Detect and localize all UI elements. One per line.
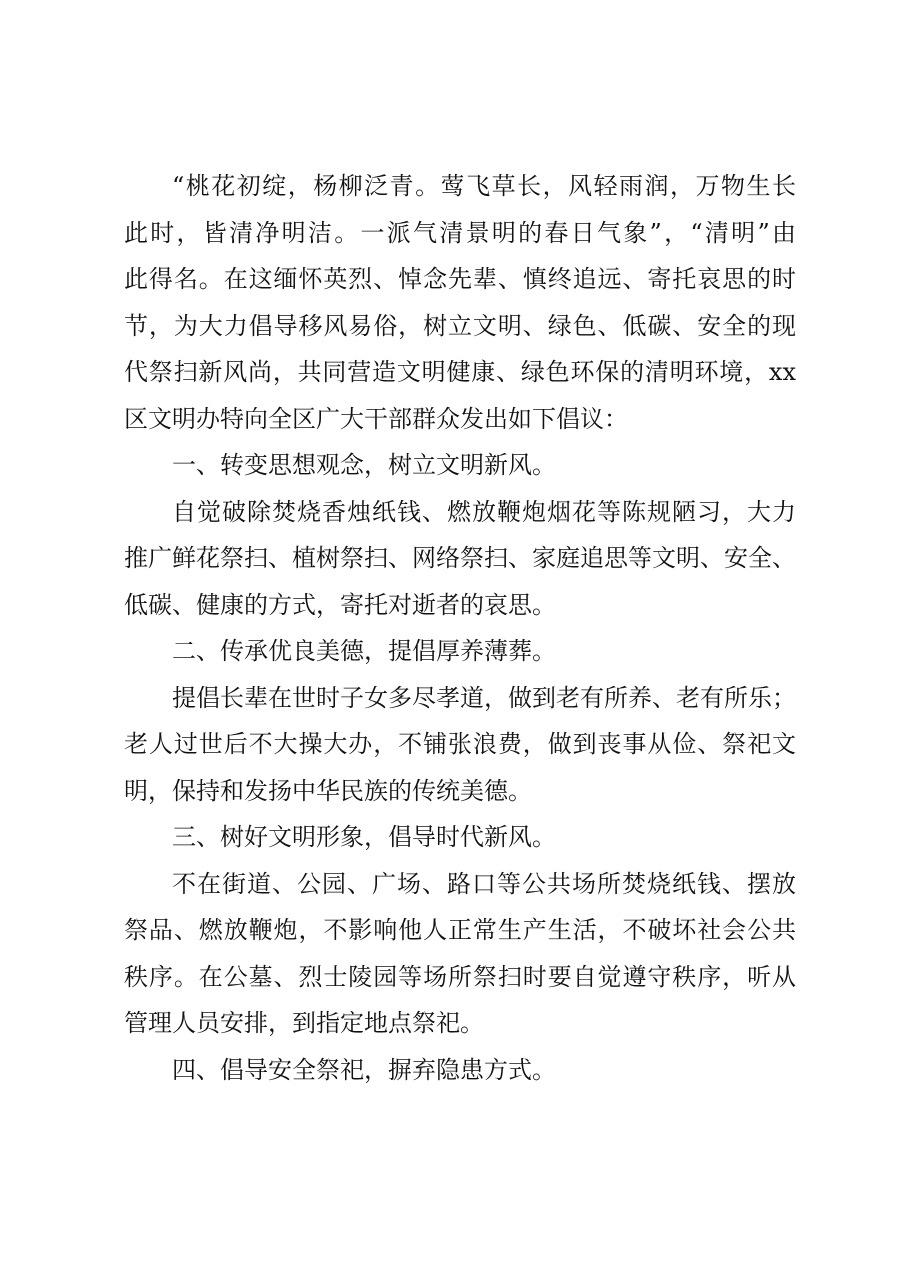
document-body [124,163,796,1093]
intro-paragraph [124,163,796,442]
text-line: 此得名。在这缅怀英烈、悼念先辈、慎终追远、寄托哀思的时 [124,265,796,293]
text-line: 此时，皆清净明洁。一派气清景明的春日气象”，“清明”由 [124,218,796,247]
section-body-2 [124,675,796,815]
section-heading-3 [124,814,796,861]
section-body-3 [124,861,796,1047]
text-line: 老人过世后不大操大办，不铺张浪费，做到丧事从俭、祭祀文 [124,730,796,758]
text-line: 提倡长辈在世时子女多尽孝道，做到老有所养、老有所乐； [172,683,796,712]
text-line: 管理人员安排，到指定地点祭祀。 [124,1009,484,1037]
heading-line: 三、树好文明形象，倡导时代新风。 [172,823,556,851]
section-heading-1 [124,442,796,489]
text-line: 低碳、健康的方式，寄托对逝者的哀思。 [124,590,556,619]
heading-line: 二、传承优良美德，提倡厚养薄葬。 [172,637,556,665]
text-line: 秩序。在公墓、烈士陵园等场所祭扫时要自觉遵守秩序，听从 [124,962,796,991]
section-body-1 [124,489,796,629]
text-line: 不在街道、公园、广场、路口等公共场所焚烧纸钱、摆放 [172,869,796,898]
text-line: “桃花初绽，杨柳泛青。莺飞草长，风轻雨润，万物生长 [172,172,796,200]
section-heading-2 [124,628,796,675]
text-line: 推广鲜花祭扫、植树祭扫、网络祭扫、家庭追思等文明、安全、 [124,544,796,572]
heading-line: 四、倡导安全祭祀，摒弃隐患方式。 [172,1055,556,1084]
heading-line: 一、转变思想观念，树立文明新风。 [172,451,556,479]
text-line: 代祭扫新风尚，共同营造文明健康、绿色环保的清明环境，xx [124,358,796,386]
text-line: 自觉破除焚烧香烛纸钱、燃放鞭炮烟花等陈规陋习，大力 [172,497,796,526]
text-line: 明，保持和发扬中华民族的传统美德。 [124,776,532,805]
text-line: 节，为大力倡导移风易俗，树立文明、绿色、低碳、安全的现 [124,311,796,340]
text-line: 祭品、燃放鞭炮，不影响他人正常生产生活，不破坏社会公共 [124,916,796,944]
text-line: 区文明办特向全区广大干部群众发出如下倡议： [124,404,628,433]
section-heading-4 [124,1047,796,1094]
